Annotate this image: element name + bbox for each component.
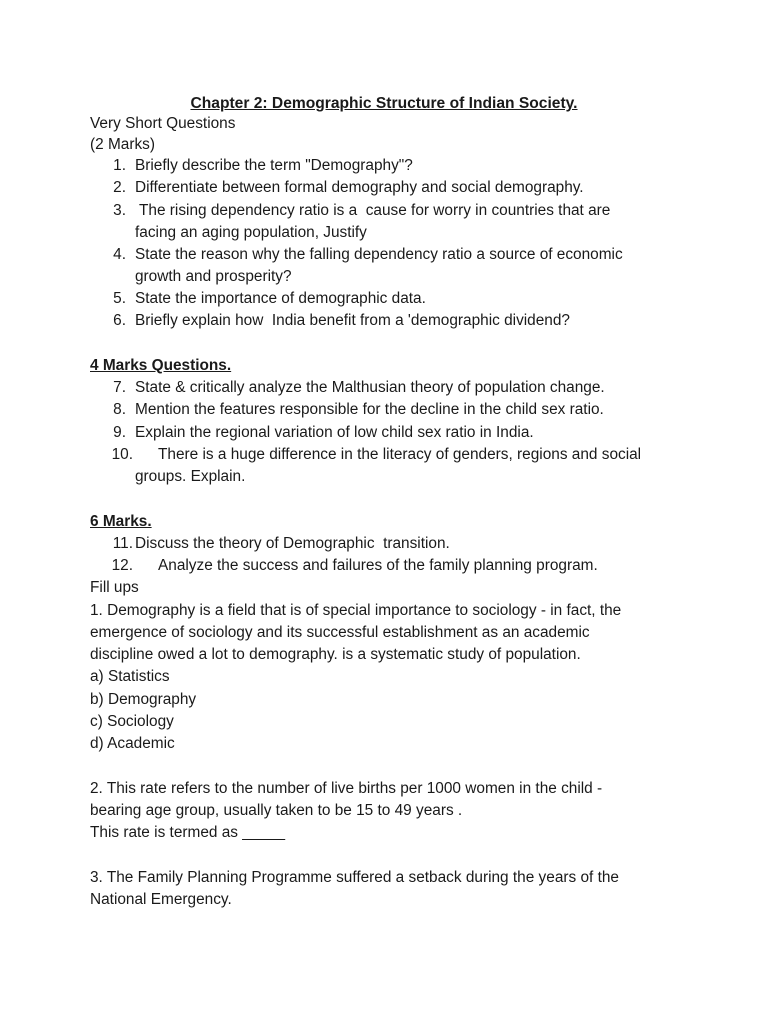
- question-text: Briefly describe the term "Demography"?: [135, 157, 413, 174]
- question-number: 3.: [113, 202, 126, 219]
- fill-up-question-text: emergence of sociology and its successful establishment as an academic: [90, 624, 590, 641]
- question-number: 1.: [113, 157, 126, 174]
- question-number: 12.: [111, 557, 133, 574]
- question-number: 6.: [113, 312, 126, 329]
- answer-option: d) Academic: [90, 735, 175, 752]
- question-text-continued: groups. Explain.: [135, 468, 246, 485]
- question-text: There is a huge difference in the literacy of genders, regions and social: [158, 446, 642, 463]
- question-text-continued: facing an aging population, Justify: [135, 224, 367, 241]
- fill-up-question-text: National Emergency.: [90, 891, 232, 908]
- fill-up-question-text: discipline owed a lot to demography. is a systematic study of population.: [90, 646, 581, 663]
- question-text: State the reason why the falling dependency ratio a source of economic: [135, 246, 623, 263]
- section-marks-label: (2 Marks): [90, 136, 155, 153]
- question-number: 11.: [112, 535, 133, 552]
- section-heading-fill-ups: Fill ups: [90, 579, 139, 596]
- question-text: State & critically analyze the Malthusian theory of population change.: [135, 379, 605, 396]
- fill-up-question-text: bearing age group, usually taken to be 15 to 49 years .: [90, 802, 463, 819]
- fill-up-question-text: This rate is termed as _____: [90, 824, 286, 841]
- fill-up-question-text: 3. The Family Planning Programme suffered a setback during the years of the: [90, 869, 619, 886]
- answer-option: a) Statistics: [90, 668, 170, 685]
- question-text-continued: growth and prosperity?: [135, 268, 292, 285]
- answer-option: b) Demography: [90, 691, 197, 708]
- chapter-title: Chapter 2: Demographic Structure of Indian Society.: [190, 95, 578, 112]
- question-number: 4.: [113, 246, 126, 263]
- answer-option: c) Sociology: [90, 713, 174, 730]
- question-number: 5.: [113, 290, 126, 307]
- question-text: Explain the regional variation of low child sex ratio in India.: [135, 424, 534, 441]
- question-text: Briefly explain how India benefit from a 'demographic dividend?: [135, 312, 570, 329]
- question-number: 7.: [113, 379, 126, 396]
- section-heading-6-marks: 6 Marks.: [90, 513, 152, 530]
- question-text: The rising dependency ratio is a cause for worry in countries that are: [135, 202, 611, 219]
- question-text: Differentiate between formal demography and social demography.: [135, 179, 584, 196]
- fill-up-question-text: 2. This rate refers to the number of live births per 1000 women in the child -: [90, 780, 603, 797]
- question-number: 9.: [113, 424, 126, 441]
- question-text: Analyze the success and failures of the family planning program.: [158, 557, 598, 574]
- fill-up-question-text: 1. Demography is a field that is of special importance to sociology - in fact, the: [90, 602, 622, 619]
- question-text: Discuss the theory of Demographic transition.: [135, 535, 450, 552]
- section-heading-very-short: Very Short Questions: [90, 115, 236, 132]
- section-heading-4-marks: 4 Marks Questions.: [90, 357, 232, 374]
- question-number: 10.: [111, 446, 133, 463]
- question-text: State the importance of demographic data.: [135, 290, 426, 307]
- question-text: Mention the features responsible for the decline in the child sex ratio.: [135, 401, 604, 418]
- question-number: 2.: [113, 179, 126, 196]
- question-number: 8.: [113, 401, 126, 418]
